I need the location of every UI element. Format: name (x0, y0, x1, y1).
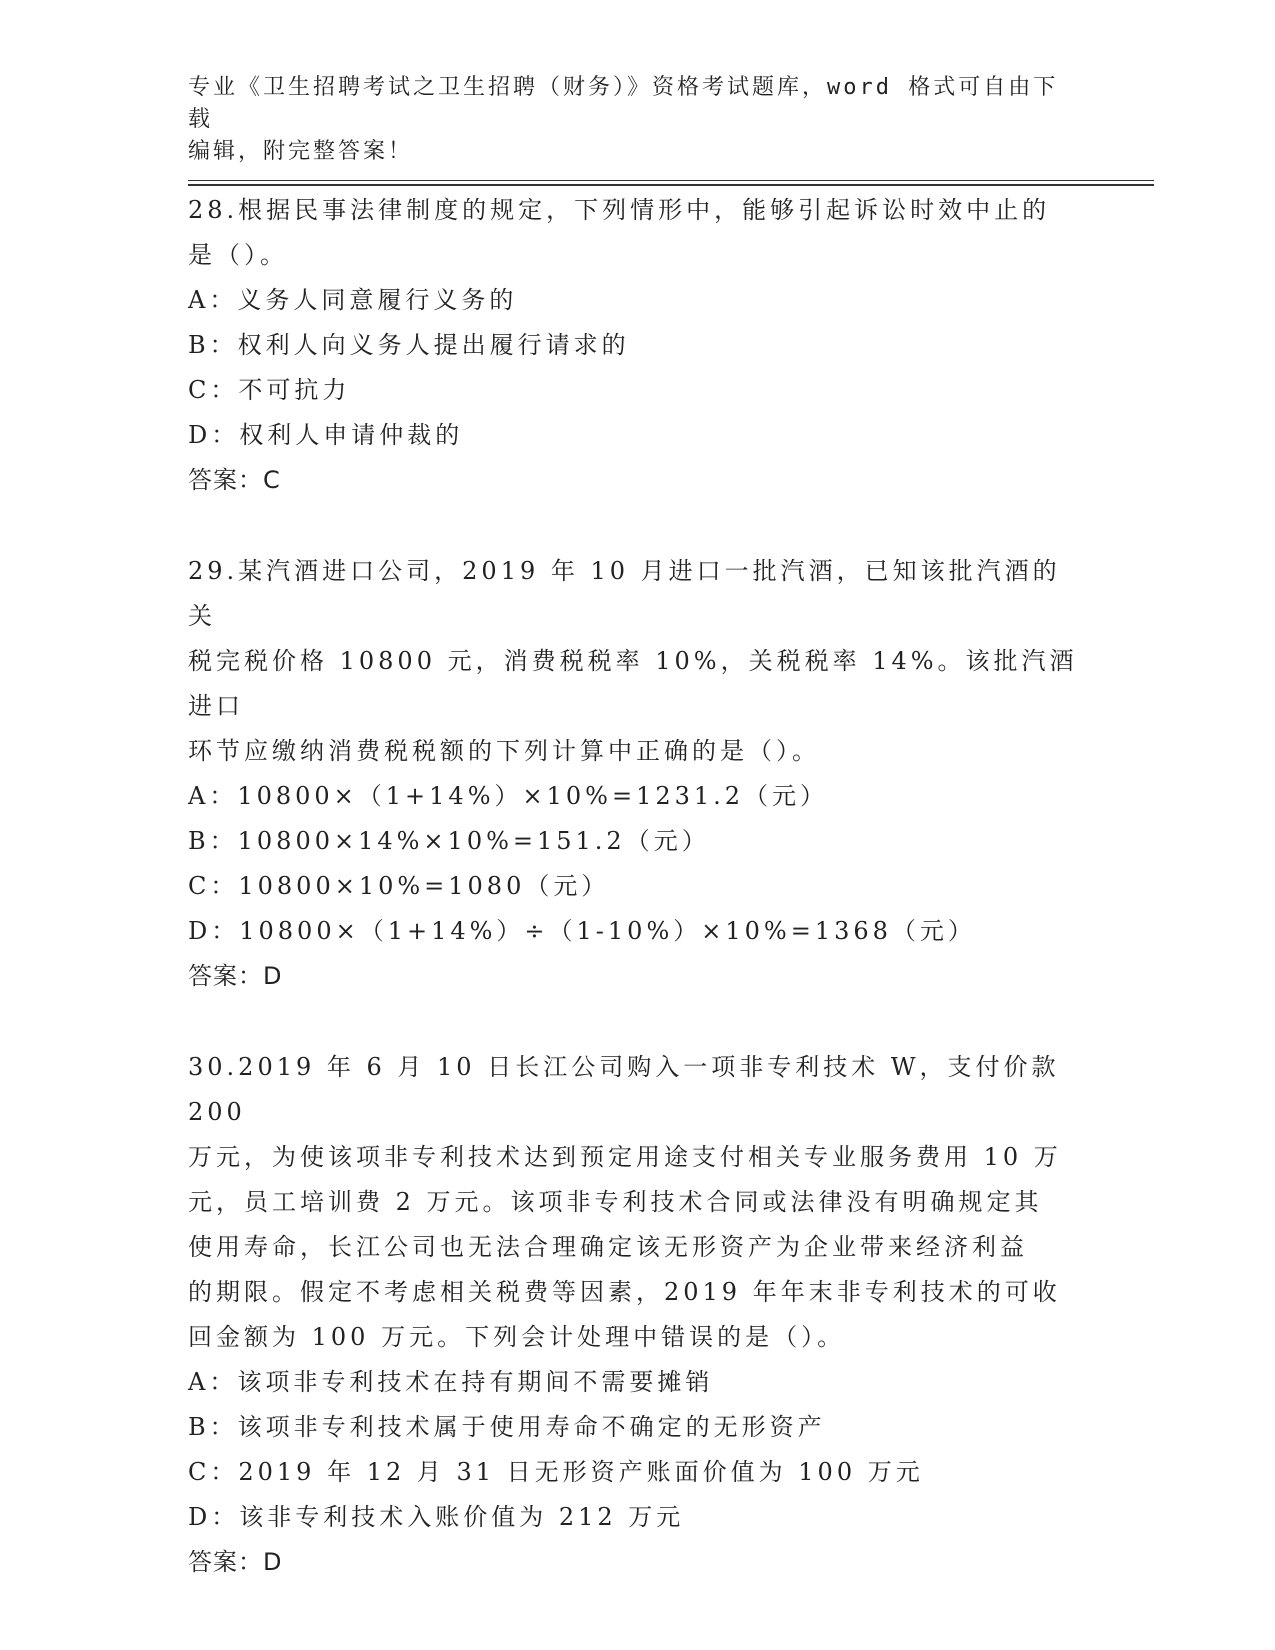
answer: 答案：C (188, 466, 281, 494)
question-30 (188, 1045, 1088, 1585)
question-text-line: 税完税价格 10800 元，消费税税率 10%，关税税率 14%。该批汽酒进口 (188, 647, 1078, 720)
header-divider-thick (188, 184, 1154, 186)
option-b: B：该项非专利技术属于使用寿命不确定的无形资产 (188, 1413, 826, 1441)
question-29 (188, 549, 1088, 999)
spacer (188, 503, 1088, 549)
option-a: A：义务人同意履行义务的 (188, 286, 518, 314)
question-text-line: 29.某汽酒进口公司，2019 年 10 月进口一批汽酒，已知该批汽酒的关 (188, 557, 1061, 630)
option-c: C：10800×10%=1080（元） (188, 872, 610, 900)
question-text-line: 元，员工培训费 2 万元。该项非专利技术合同或法律没有明确规定其 (188, 1188, 1043, 1216)
question-text-line: 30.2019 年 6 月 10 日长江公司购入一项非专利技术 W，支付价款 200 (188, 1053, 1060, 1126)
question-text-line: 万元，为使该项非专利技术达到预定用途支付相关专业服务费用 10 万 (188, 1143, 1062, 1171)
answer: 答案：D (188, 1548, 283, 1576)
option-b: B：10800×14%×10%=151.2（元） (188, 827, 710, 855)
question-text-line: 是（）。 (188, 241, 288, 269)
header-divider-thin (188, 180, 1154, 181)
option-a: A：该项非专利技术在持有期间不需要摊销 (188, 1368, 714, 1396)
question-text-line: 回金额为 100 万元。下列会计处理中错误的是（）。 (188, 1323, 846, 1351)
option-b: B：权利人向义务人提出履行请求的 (188, 331, 630, 359)
question-list (188, 188, 1088, 1585)
option-d: D：该非专利技术入账价值为 212 万元 (188, 1503, 685, 1531)
option-a: A：10800×（1+14%）×10%=1231.2（元） (188, 782, 829, 810)
question-text-line: 的期限。假定不考虑相关税费等因素，2019 年年末非专利技术的可收 (188, 1278, 1061, 1306)
spacer (188, 999, 1088, 1045)
option-c: C：2019 年 12 月 31 日无形资产账面价值为 100 万元 (188, 1458, 924, 1486)
option-c: C：不可抗力 (188, 376, 351, 404)
answer: 答案：D (188, 962, 283, 990)
question-text-line: 环节应缴纳消费税税额的下列计算中正确的是（）。 (188, 737, 820, 765)
question-28 (188, 188, 1088, 503)
document-header (188, 72, 1068, 168)
header-line-1: 专业《卫生招聘考试之卫生招聘（财务）》资格考试题库，word 格式可自由下载 (188, 75, 1059, 132)
option-d: D：10800×（1+14%）÷（1-10%）×10%=1368（元） (188, 917, 976, 945)
option-d: D：权利人申请仲裁的 (188, 421, 464, 449)
question-text-line: 28.根据民事法律制度的规定，下列情形中，能够引起诉讼时效中止的 (188, 196, 1051, 224)
question-text-line: 使用寿命，长江公司也无法合理确定该无形资产为企业带来经济利益 (188, 1233, 1028, 1261)
header-line-2: 编辑，附完整答案！ (188, 139, 414, 164)
